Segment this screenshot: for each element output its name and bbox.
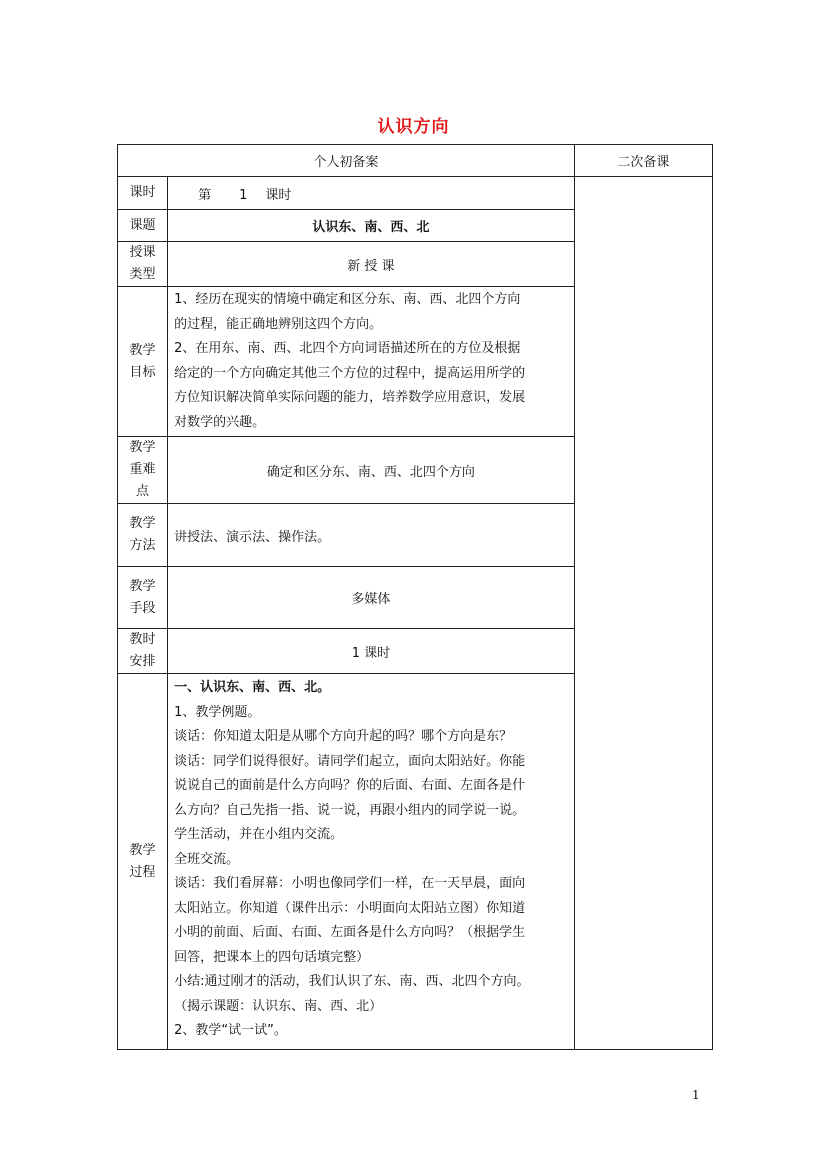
objective-line: 的过程，能正确地辨别这四个方向。 [174, 316, 383, 332]
objective-line: 1、经历在现实的情境中确定和区分东、南、西、北四个方向 [174, 292, 521, 307]
label-methods-1: 教学 [129, 516, 156, 531]
label-key-points-3: 点 [136, 484, 150, 499]
process-heading: 一、认识东、南、西、北。 [174, 680, 331, 695]
label-schedule-2: 安排 [129, 654, 156, 669]
process-line: 说说自己的面前是什么方向吗？你的后面、右面、左面各是什 [174, 778, 526, 793]
process-line: 学生活动，并在小组内交流。 [174, 827, 344, 842]
label-methods-2: 方法 [129, 538, 156, 553]
value-process [168, 674, 575, 1050]
process-line: 1、教学例题。 [174, 704, 261, 720]
label-lesson-type [118, 242, 168, 287]
process-line: 小明的前面、后面、右面、左面各是什么方向吗？（根据学生 [174, 925, 526, 940]
process-line: （揭示课题：认识东、南、西、北） [174, 998, 383, 1014]
value-lesson-type: 新 授 课 [168, 242, 575, 287]
lesson-plan-table [117, 144, 713, 1050]
label-means-1: 教学 [129, 578, 156, 594]
label-process-1: 教学 [129, 842, 156, 858]
label-schedule [118, 629, 168, 674]
page-number: 1 [692, 1088, 700, 1102]
header-personal-plan: 个人初备案 [118, 145, 575, 177]
process-line: 2、教学“试一试”。 [174, 1023, 287, 1038]
value-period [168, 177, 575, 210]
process-line: 全班交流。 [174, 851, 240, 867]
label-lesson-type-2: 类型 [129, 267, 156, 282]
period-suffix: 课时 [265, 187, 292, 203]
value-means: 多媒体 [168, 567, 575, 629]
value-methods: 讲授法、演示法、操作法。 [168, 504, 575, 567]
label-objectives [118, 287, 168, 437]
process-line: 谈话：我们看屏幕：小明也像同学们一样，在一天早晨，面向 [174, 876, 526, 891]
process-line: 谈话：你知道太阳是从哪个方向升起的吗？哪个方向是东？ [174, 729, 513, 744]
second-plan-column [574, 177, 712, 1050]
process-line: 小结:通过刚才的活动，我们认识了东、南、西、北四个方向。 [174, 974, 530, 989]
process-line: 太阳站立。你知道（课件出示：小明面向太阳站立图）你知道 [174, 900, 526, 916]
document-title: 认识方向 [377, 117, 450, 137]
period-number: 1 [239, 187, 248, 203]
label-key-points-1: 教学 [129, 440, 156, 455]
label-topic: 课题 [118, 210, 168, 242]
objective-line: 2、在用东、南、西、北四个方向词语描述所在的方位及根据 [174, 341, 521, 356]
label-objectives-1: 教学 [129, 342, 156, 358]
value-schedule: 1 课时 [168, 629, 575, 674]
label-key-points [118, 437, 168, 504]
label-means [118, 567, 168, 629]
period-prefix: 第 [198, 187, 212, 203]
objective-line: 给定的一个方向确定其他三个方位的过程中，提高运用所学的 [174, 365, 526, 381]
header-second-plan: 二次备课 [574, 145, 712, 177]
objective-line: 方位知识解决简单实际问题的能力，培养数学应用意识，发展 [174, 390, 526, 405]
label-key-points-2: 重难 [129, 462, 156, 477]
label-means-2: 手段 [129, 600, 156, 616]
label-period: 课时 [118, 177, 168, 210]
label-schedule-1: 教时 [129, 632, 156, 647]
value-topic: 认识东、南、西、北 [168, 210, 575, 242]
label-methods [118, 504, 168, 567]
process-line: 么方向？自己先指一指、说一说，再跟小组内的同学说一说。 [174, 802, 526, 818]
label-process [118, 674, 168, 1050]
process-line: 谈话：同学们说得很好。请同学们起立，面向太阳站好。你能 [174, 753, 526, 769]
value-key-points: 确定和区分东、南、西、北四个方向 [168, 437, 575, 504]
label-lesson-type-1: 授课 [129, 245, 156, 260]
process-line: 回答，把课本上的四句话填完整） [174, 949, 370, 965]
label-objectives-2: 目标 [129, 364, 156, 380]
value-objectives [168, 287, 575, 437]
objective-line: 对数学的兴趣。 [174, 414, 266, 430]
label-process-2: 过程 [129, 864, 156, 880]
